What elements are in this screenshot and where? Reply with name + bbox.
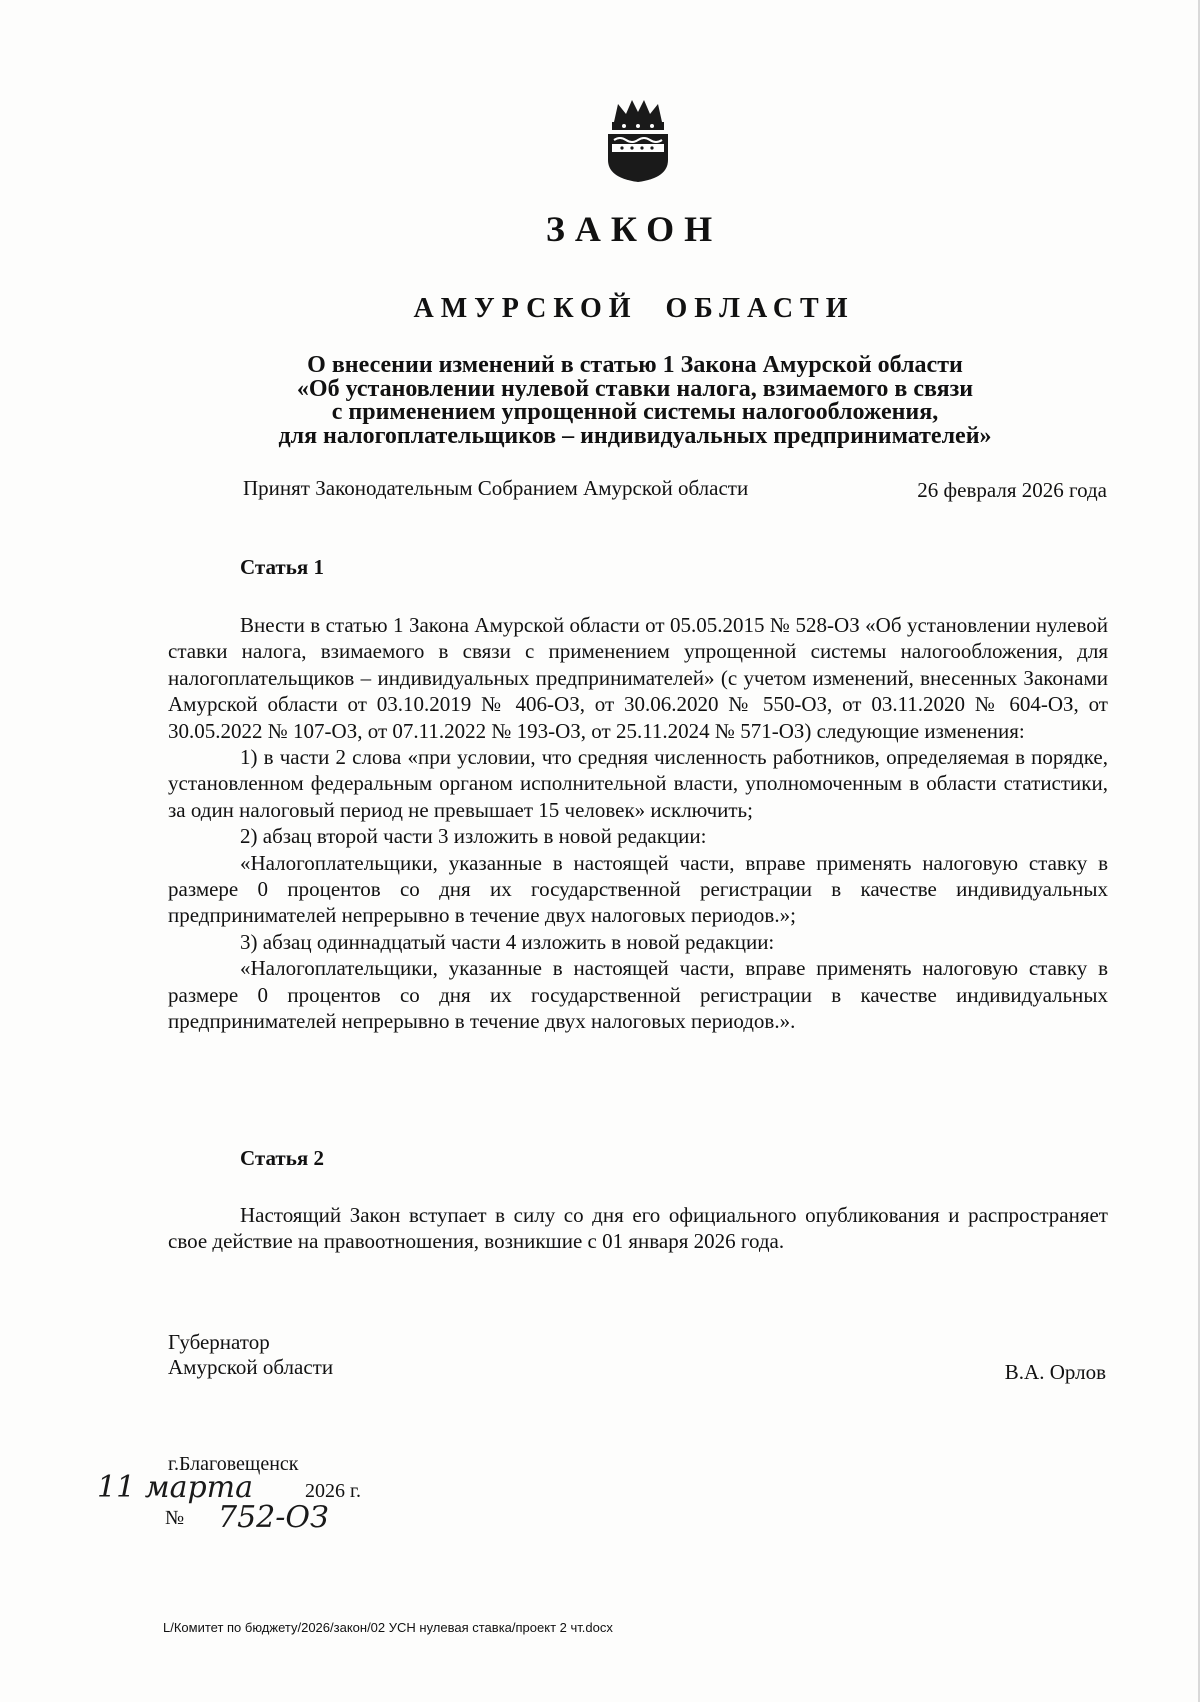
signatory-position-line: Губернатор <box>168 1330 270 1354</box>
article-2-body <box>168 1202 1108 1255</box>
article-1-body <box>168 612 1108 1035</box>
article-1-item-3: 3) абзац одиннадцатый части 4 изложить в новой редакции: <box>240 929 775 954</box>
file-path-footer: L/Комитет по бюджету/2026/закон/02 УСН нулевая ставка/проект 2 чт.docx <box>163 1620 613 1635</box>
article-1-item-2: 2) абзац второй части 3 изложить в новой редакции: <box>240 824 707 849</box>
amur-oblast-coat-of-arms-icon <box>600 96 676 182</box>
signatory-position <box>168 1330 333 1380</box>
article-2-text: Настоящий Закон вступает в силу со дня его официального опубликования и распространяет свое действие на правоотношения, возникшие с 01 января 2026 года. <box>168 1203 1108 1254</box>
region-word-2: ОБЛАСТИ <box>665 293 855 324</box>
article-1-item-2-text: «Налогоплательщики, указанные в настоящей части, вправе применять налоговую ставку в размере 0 процентов со дня их государственной регистрации в качестве индивидуальных предпринимателей непрерывно в течение двух налоговых периодов.»; <box>168 850 1108 928</box>
region-word-1: АМУРСКОЙ <box>413 293 638 324</box>
law-number-label: № <box>165 1507 185 1529</box>
issuing-region-title <box>0 293 1200 325</box>
article-1-item-1: 1) в части 2 слова «при условии, что средняя численность работников, определяемая в порядке, установленном федеральным органом исполнительной власти, уполномоченным в области статистики, за один налоговый период не превышает 15 человек» исключить; <box>168 745 1108 822</box>
law-title-line: для налогоплательщиков – индивидуальных предпринимателей» <box>278 422 992 449</box>
article-2-heading: Статья 2 <box>240 1146 324 1170</box>
handwritten-signing-date: 11 марта <box>97 1470 254 1505</box>
signatory-name: В.А. Орлов <box>1004 1360 1106 1384</box>
signing-city: г.Благовещенск <box>168 1453 299 1475</box>
signing-year: 2026 г. <box>305 1480 361 1502</box>
signatory-position-line: Амурской области <box>168 1355 334 1379</box>
article-1-heading: Статья 1 <box>240 555 324 579</box>
law-title-line: «Об установлении нулевой ставки налога, взимаемого в связи <box>296 375 974 402</box>
handwritten-law-number: 752-ОЗ <box>218 1500 329 1535</box>
article-1-item-3-text: «Налогоплательщики, указанные в настоящей части, вправе применять налоговую ставку в размере 0 процентов со дня их государственной регистрации в качестве индивидуальных предпринимателей непрерывно в течение двух налоговых периодов.». <box>168 956 1108 1034</box>
adoption-statement: Принят Законодательным Собранием Амурской области <box>243 476 749 500</box>
document-type-title: ЗАКОН <box>545 209 723 249</box>
article-1-intro: Внести в статью 1 Закона Амурской области от 05.05.2015 № 528-ОЗ «Об установлении нулевой ставки налога, взимаемого в связи с применением упрощенной системы налогообложения, для налогоплательщиков – индивидуальных предпринимателей» (с учетом изменений, внесенных Законами Амурской области от 03.10.2019 № 406-ОЗ, от 30.06.2020 № 550-ОЗ, от 03.11.2020 № 604-ОЗ, от 30.05.2022 № 107-ОЗ, от 07.11.2022 № 193-ОЗ, от 25.11.2024 № 571-ОЗ) следующие изменения: <box>168 613 1108 743</box>
law-title-line: с применением упрощенной системы налогообложения, <box>331 399 939 425</box>
adoption-date: 26 февраля 2026 года <box>917 478 1107 502</box>
law-title <box>170 354 1100 448</box>
law-title-line: О внесении изменений в статью 1 Закона Амурской области <box>307 352 963 378</box>
